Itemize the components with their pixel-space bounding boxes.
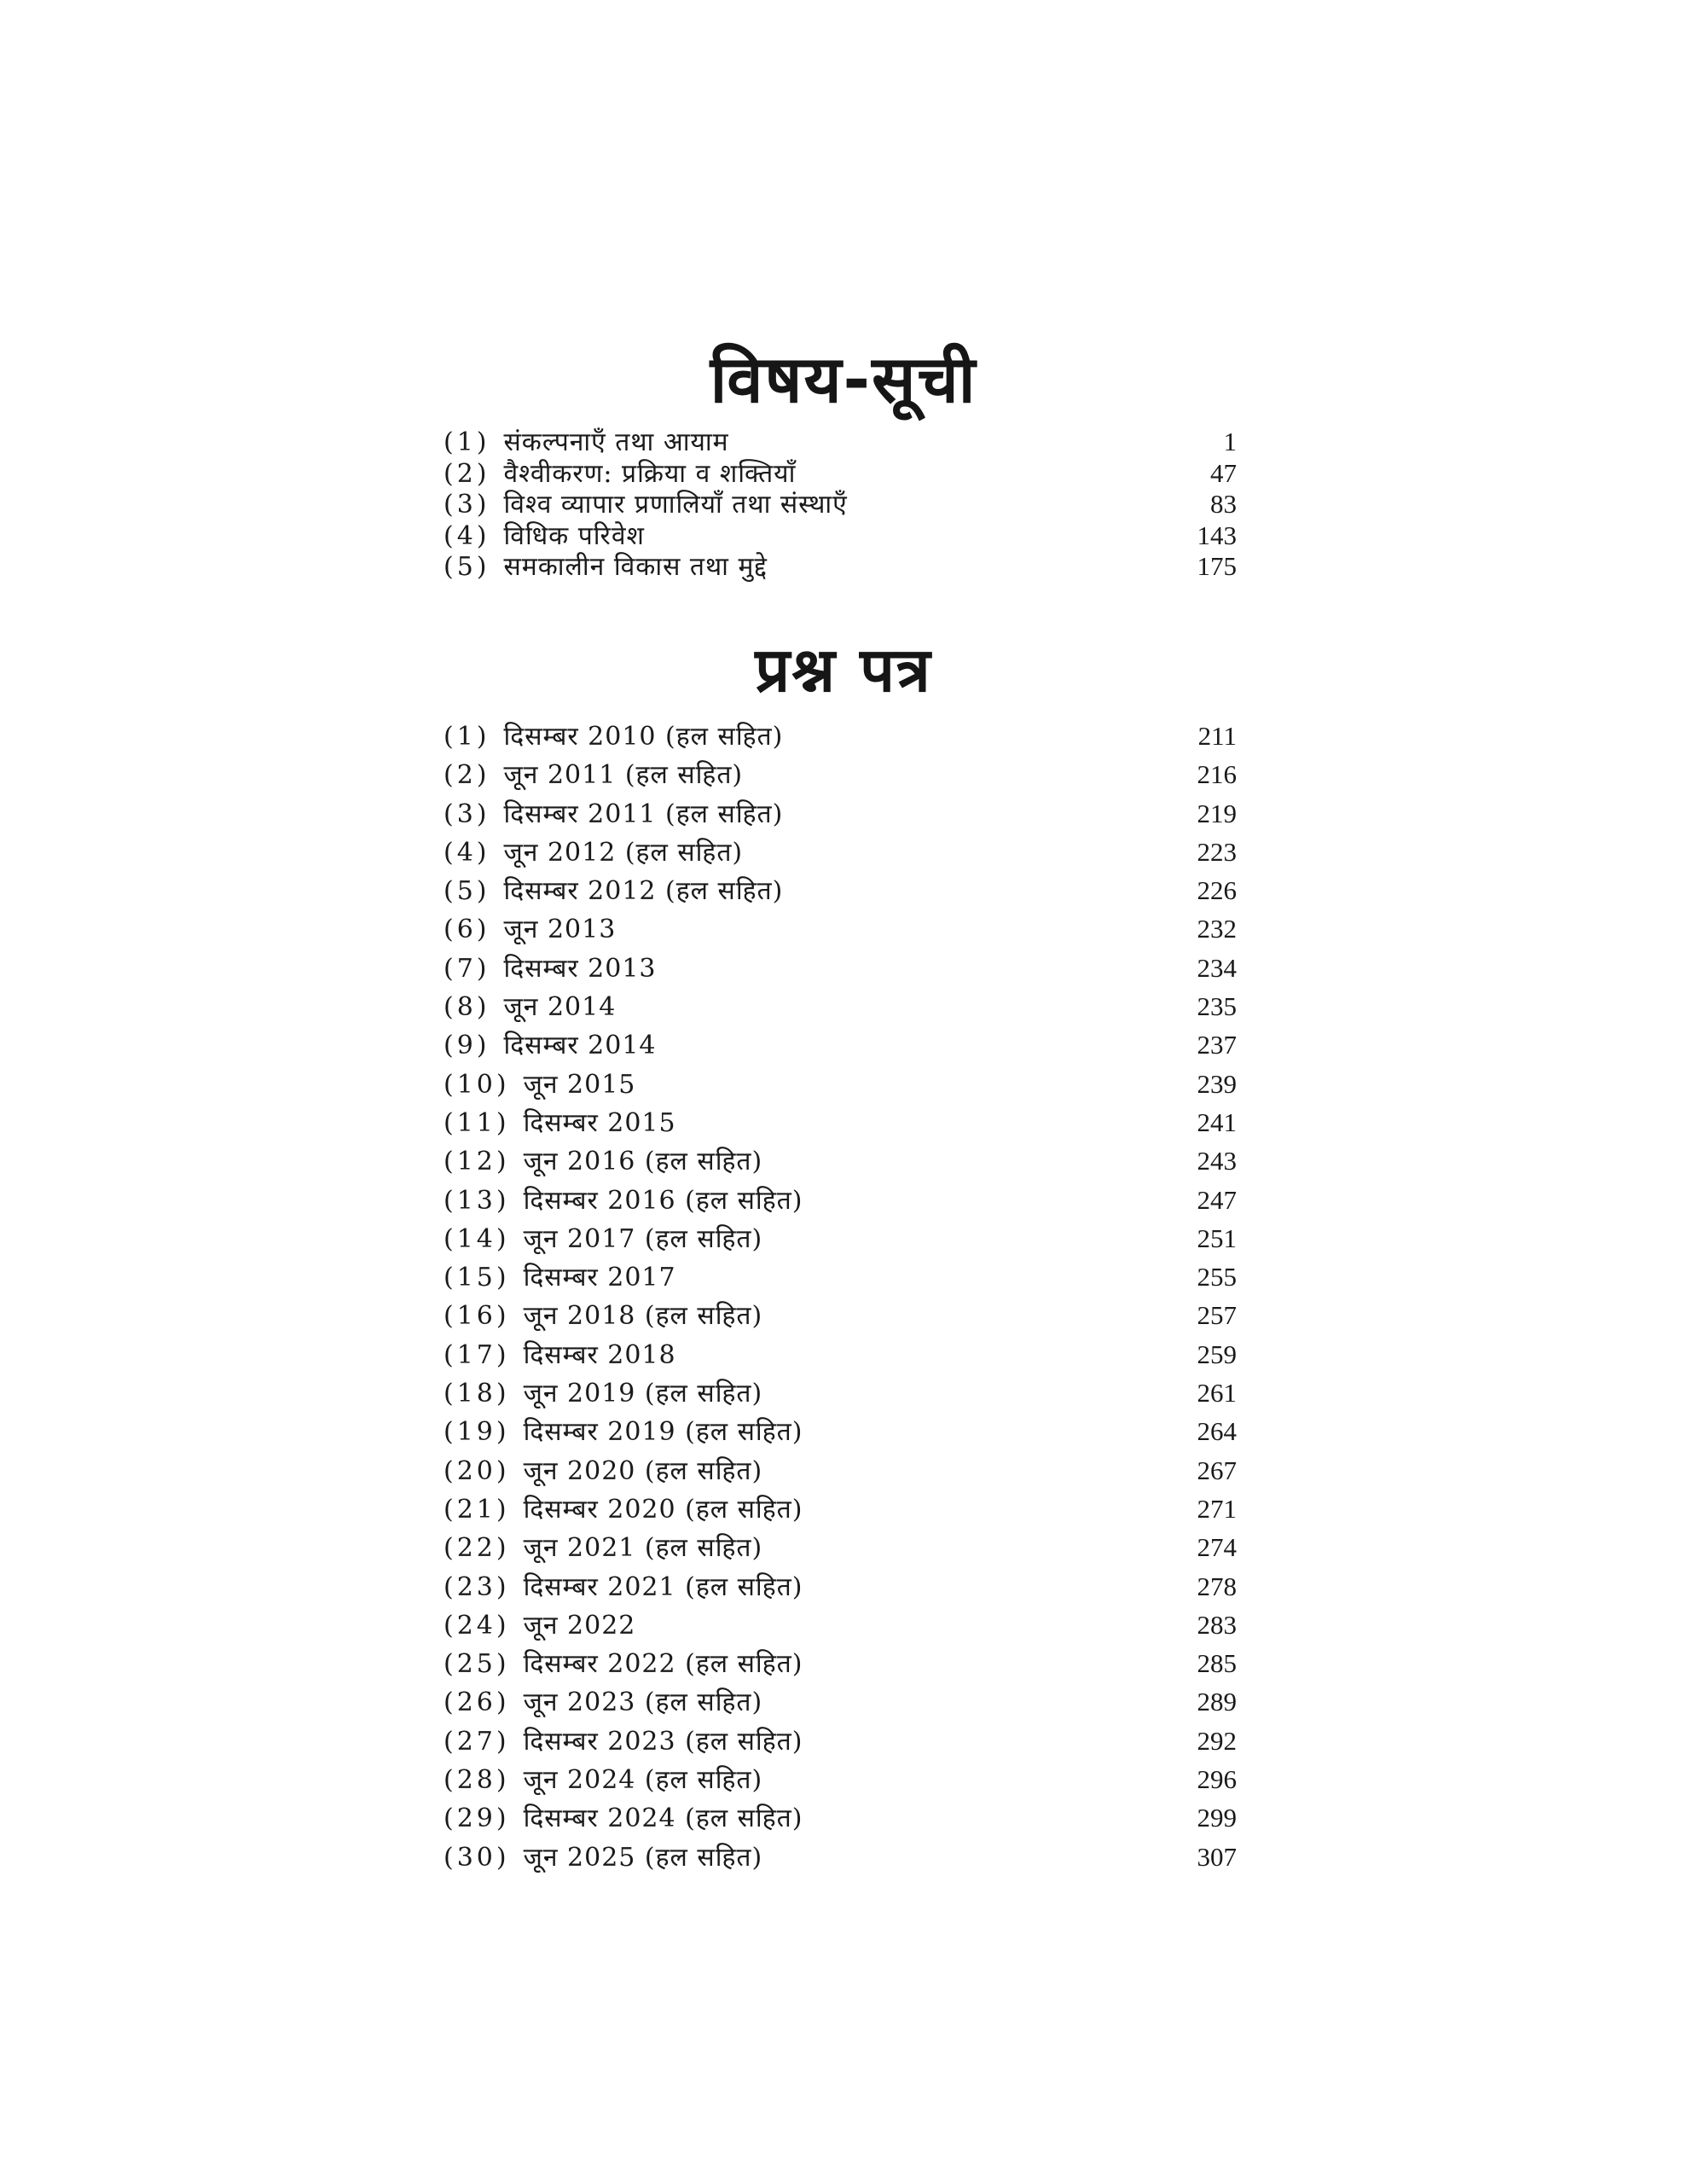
entry-page-number: 296	[1197, 1764, 1237, 1795]
entry-page-number: 307	[1197, 1841, 1237, 1872]
entry-title: दिसम्बर 2022 (हल सहित)	[523, 1649, 803, 1680]
paper-entry[interactable]	[443, 909, 1237, 948]
entry-title: दिसम्बर 2013	[503, 953, 657, 984]
entry-number: (3)	[443, 799, 490, 829]
entry-page-number: 239	[1197, 1068, 1237, 1099]
entry-number: (19)	[443, 1417, 510, 1448]
entry-page-number: 255	[1197, 1262, 1237, 1292]
entry-number: (5)	[443, 552, 490, 582]
entry-title: दिसम्बर 2014	[503, 1031, 657, 1061]
entry-number: (17)	[443, 1339, 510, 1370]
entry-title: जून 2019 (हल सहित)	[523, 1379, 763, 1409]
toc-entry[interactable]	[443, 427, 1237, 458]
entry-page-number: 283	[1197, 1609, 1237, 1640]
entry-number: (22)	[443, 1533, 510, 1564]
entry-number: (21)	[443, 1494, 510, 1525]
paper-entry[interactable]	[443, 1490, 1237, 1528]
entry-number: (26)	[443, 1687, 510, 1718]
entry-page-number: 1	[1223, 427, 1237, 456]
entry-title: जून 2012 (हल सहित)	[503, 837, 744, 868]
paper-entry[interactable]	[443, 1374, 1237, 1412]
entry-label	[443, 1799, 803, 1838]
paper-entry[interactable]	[443, 1798, 1237, 1837]
toc-entry[interactable]	[443, 489, 1237, 520]
paper-entry[interactable]	[443, 1181, 1237, 1219]
entry-label	[443, 910, 616, 949]
entry-label	[443, 1297, 762, 1335]
entry-page-number: 285	[1197, 1648, 1237, 1679]
entry-number: (5)	[443, 876, 490, 907]
paper-entry[interactable]	[443, 1141, 1237, 1180]
entry-label	[443, 1336, 676, 1374]
entry-title: जून 2021 (हल सहित)	[523, 1533, 763, 1564]
entry-number: (2)	[443, 458, 490, 489]
paper-entry[interactable]	[443, 1258, 1237, 1296]
entry-title: जून 2011 (हल सहित)	[503, 760, 744, 791]
entry-number: (4)	[443, 520, 490, 551]
entry-title: जून 2015	[523, 1069, 636, 1100]
toc-list	[443, 427, 1237, 583]
entry-page-number: 247	[1197, 1184, 1237, 1215]
entry-number: (16)	[443, 1301, 510, 1332]
entry-number: (8)	[443, 992, 490, 1023]
entry-number: (28)	[443, 1765, 510, 1796]
entry-page-number: 235	[1197, 991, 1237, 1022]
entry-page-number: 271	[1197, 1493, 1237, 1524]
entry-title: जून 2013	[503, 915, 617, 945]
entry-title: दिसम्बर 2024 (हल सहित)	[523, 1804, 803, 1834]
entry-label	[443, 1142, 762, 1181]
entry-label	[443, 1568, 803, 1606]
entry-number: (13)	[443, 1185, 510, 1216]
entry-title: वैश्वीकरण: प्रक्रिया व शक्तियाँ	[503, 458, 797, 489]
entry-page-number: 223	[1197, 836, 1237, 867]
paper-entry[interactable]	[443, 717, 1237, 755]
entry-label	[443, 1838, 762, 1877]
entry-label	[443, 1413, 803, 1451]
entry-number: (3)	[443, 490, 490, 520]
paper-entry[interactable]	[443, 1838, 1237, 1876]
paper-entry[interactable]	[443, 1296, 1237, 1334]
paper-entry[interactable]	[443, 1065, 1237, 1103]
entry-title: विश्व व्यापार प्रणालियाँ तथा संस्थाएँ	[503, 490, 848, 520]
entry-title: दिसम्बर 2018	[523, 1339, 676, 1370]
entry-page-number: 219	[1197, 798, 1237, 828]
entry-title: जून 2017 (हल सहित)	[523, 1223, 763, 1254]
entry-title: दिसम्बर 2021 (हल सहित)	[523, 1571, 803, 1602]
entry-label	[443, 950, 657, 988]
entry-label	[443, 459, 796, 491]
entry-number: (23)	[443, 1571, 510, 1602]
entry-number: (24)	[443, 1610, 510, 1641]
entry-label	[443, 1220, 762, 1258]
entry-label	[443, 1490, 803, 1529]
entry-number: (1)	[443, 722, 490, 752]
entry-page-number: 243	[1197, 1146, 1237, 1176]
entry-title: दिसम्बर 2010 (हल सहित)	[503, 722, 784, 752]
entry-label	[443, 1529, 762, 1567]
entry-number: (6)	[443, 915, 490, 945]
paper-entry[interactable]	[443, 949, 1237, 987]
entry-title: विधिक परिवेश	[503, 520, 645, 551]
entry-label	[443, 717, 783, 756]
entry-number: (2)	[443, 760, 490, 791]
entry-label	[443, 795, 783, 834]
entry-label	[443, 1683, 762, 1722]
entry-label	[443, 1645, 803, 1683]
entry-label	[443, 1066, 635, 1104]
entry-label	[443, 988, 616, 1026]
toc-entry[interactable]	[443, 551, 1237, 583]
entry-page-number: 241	[1197, 1107, 1237, 1137]
entry-page-number: 267	[1197, 1455, 1237, 1485]
entry-title: जून 2023 (हल सहित)	[523, 1687, 763, 1718]
entry-page-number: 299	[1197, 1803, 1237, 1833]
entry-page-number: 278	[1197, 1571, 1237, 1601]
entry-label	[443, 756, 743, 794]
paper-entry[interactable]	[443, 1025, 1237, 1064]
entry-number: (7)	[443, 953, 490, 984]
paper-entry[interactable]	[443, 1682, 1237, 1721]
entry-title: दिसम्बर 2011 (हल सहित)	[503, 799, 784, 829]
entry-label	[443, 1722, 803, 1761]
toc-entry[interactable]	[443, 520, 1237, 552]
paper-entry[interactable]	[443, 1567, 1237, 1606]
entry-page-number: 143	[1197, 520, 1237, 550]
entry-page-number: 237	[1197, 1030, 1237, 1060]
entry-label	[443, 1104, 676, 1142]
paper-entry[interactable]	[443, 794, 1237, 833]
entry-number: (20)	[443, 1455, 510, 1486]
entry-label	[443, 1026, 657, 1065]
entry-title: जून 2022	[523, 1610, 636, 1641]
paper-entry[interactable]	[443, 1644, 1237, 1682]
entry-label	[443, 552, 768, 584]
entry-title: समकालीन विकास तथा मुद्दे	[503, 552, 768, 582]
entry-title: दिसम्बर 2019 (हल सहित)	[523, 1417, 803, 1448]
entry-number: (15)	[443, 1263, 510, 1293]
entry-number: (4)	[443, 837, 490, 868]
paper-entry[interactable]	[443, 1722, 1237, 1760]
paper-entry[interactable]	[443, 987, 1237, 1025]
entry-number: (14)	[443, 1223, 510, 1254]
entry-number: (29)	[443, 1804, 510, 1834]
entry-title: दिसम्बर 2017	[523, 1263, 676, 1293]
paper-entry[interactable]	[443, 833, 1237, 871]
entry-title: दिसम्बर 2012 (हल सहित)	[503, 876, 784, 907]
entry-page-number: 292	[1197, 1725, 1237, 1756]
entry-title: जून 2025 (हल सहित)	[523, 1842, 763, 1873]
entry-page-number: 251	[1197, 1223, 1237, 1253]
entry-page-number: 264	[1197, 1416, 1237, 1447]
entry-number: (11)	[443, 1107, 510, 1138]
entry-page-number: 257	[1197, 1300, 1237, 1331]
entry-title: दिसम्बर 2016 (हल सहित)	[523, 1185, 803, 1216]
entry-label	[443, 1374, 762, 1413]
paper-entry[interactable]	[443, 1412, 1237, 1450]
entry-number: (12)	[443, 1147, 510, 1177]
entry-label	[443, 521, 645, 553]
entry-number: (10)	[443, 1069, 510, 1100]
paper-entry[interactable]	[443, 1335, 1237, 1374]
paper-entry[interactable]	[443, 1606, 1237, 1644]
entry-label	[443, 1452, 762, 1490]
entry-title: दिसम्बर 2023 (हल सहित)	[523, 1726, 803, 1757]
papers-heading: प्रश्न पत्र	[755, 634, 932, 706]
entry-title: जून 2018 (हल सहित)	[523, 1301, 763, 1332]
toc-heading: विषय-सूची	[710, 341, 977, 417]
entry-title: दिसम्बर 2020 (हल सहित)	[523, 1494, 803, 1525]
entry-page-number: 274	[1197, 1532, 1237, 1563]
entry-label	[443, 1182, 803, 1220]
entry-title: दिसम्बर 2015	[523, 1107, 676, 1138]
paper-entry[interactable]	[443, 1103, 1237, 1141]
entry-title: संकल्पनाएँ तथा आयाम	[503, 427, 729, 457]
entry-number: (30)	[443, 1842, 510, 1873]
entry-number: (18)	[443, 1379, 510, 1409]
paper-entry[interactable]	[443, 1219, 1237, 1258]
toc-entry[interactable]	[443, 458, 1237, 490]
paper-entry[interactable]	[443, 1760, 1237, 1798]
entry-page-number: 261	[1197, 1378, 1237, 1409]
paper-entry[interactable]	[443, 755, 1237, 793]
papers-list	[443, 717, 1237, 1876]
entry-label	[443, 834, 743, 872]
paper-entry[interactable]	[443, 871, 1237, 909]
entry-page-number: 226	[1197, 875, 1237, 906]
entry-number: (27)	[443, 1726, 510, 1757]
entry-page-number: 47	[1210, 457, 1237, 488]
entry-title: जून 2024 (हल सहित)	[523, 1765, 763, 1796]
entry-page-number: 216	[1197, 759, 1237, 790]
entry-label	[443, 872, 783, 910]
entry-page-number: 232	[1197, 914, 1237, 944]
entry-page-number: 259	[1197, 1339, 1237, 1369]
entry-title: जून 2014	[503, 992, 617, 1023]
entry-label	[443, 1258, 676, 1297]
entry-title: जून 2016 (हल सहित)	[523, 1147, 763, 1177]
entry-page-number: 83	[1210, 489, 1237, 519]
entry-number: (9)	[443, 1031, 490, 1061]
entry-page-number: 289	[1197, 1687, 1237, 1717]
entry-number: (25)	[443, 1649, 510, 1680]
entry-label	[443, 1606, 635, 1645]
entry-label	[443, 427, 729, 459]
entry-page-number: 234	[1197, 952, 1237, 983]
entry-label	[443, 490, 848, 521]
entry-page-number: 175	[1197, 551, 1237, 581]
entry-label	[443, 1761, 762, 1799]
entry-page-number: 211	[1197, 721, 1237, 751]
entry-title: जून 2020 (हल सहित)	[523, 1455, 763, 1486]
entry-number: (1)	[443, 427, 490, 457]
paper-entry[interactable]	[443, 1528, 1237, 1566]
paper-entry[interactable]	[443, 1451, 1237, 1490]
